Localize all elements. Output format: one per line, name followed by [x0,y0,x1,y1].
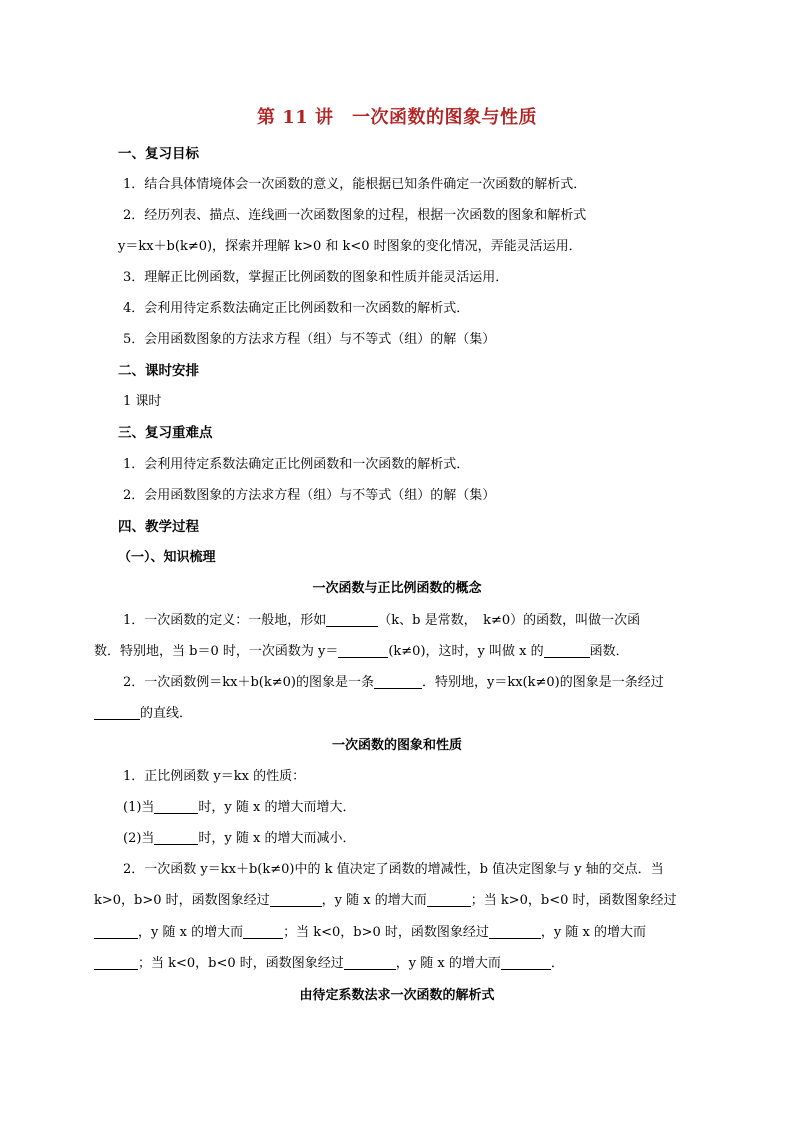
section-heading-key-points: 三、复习重难点 [118,425,213,441]
section-heading-goals: 一、复习目标 [118,146,199,162]
property-line-1: 1．正比例函数 y＝kx 的性质： [123,769,306,784]
lecture-title: 第 11 讲 一次函数的图象与性质 [256,107,538,128]
goal-item-4: 4．会利用待定系数法确定正比例函数和一次函数的解析式． [123,301,470,316]
answer-blank[interactable] [427,892,471,907]
property-line-7: ；当 k<0，b<0 时，函数图象经过 ，y 随 x 的增大而 ． [94,954,694,974]
key-point-2: 2．会用函数图象的方法求方程（组）与不等式（组）的解（集） [123,488,496,503]
answer-blank[interactable] [154,799,198,814]
answer-blank[interactable] [94,705,140,720]
answer-blank[interactable] [94,924,138,939]
answer-blank[interactable] [544,643,590,658]
property-line-6: ，y 随 x 的增大而 ；当 k<0，b>0 时，函数图象经过 ，y 随 x 的增大而 [94,923,694,943]
goal-item-2: 2．经历列表、描点、连线画一次函数图象的过程，根据一次函数的图象和解析式 [123,208,587,223]
concept-line-4: 的直线． [94,704,694,724]
answer-blank[interactable] [501,955,551,970]
goal-item-1: 1．结合具体情境体会一次函数的意义，能根据已知条件确定一次函数的解析式． [123,177,587,192]
concept-line-3: 2．一次函数例＝kx＋b(k≠0)的图象是一条 ．特别地，y＝kx(k≠0)的图象是一条经过 [123,675,664,690]
block-title-properties: 一次函数的图象和性质 [331,738,462,753]
concept-line-1: 1．一次函数的定义：一般地，形如 （k、b 是常数， k≠0）的函数，叫做一次函 [123,613,641,628]
answer-blank[interactable] [489,924,541,939]
answer-blank[interactable] [374,674,422,689]
goal-item-3: 3．理解正比例函数，掌握正比例函数的图象和性质并能灵活运用． [123,270,509,285]
property-line-5: k>0，b>0 时，函数图象经过 ，y 随 x 的增大而 ；当 k>0，b<0 时，函数图象经过 [94,893,677,908]
answer-blank[interactable] [326,612,378,627]
key-point-1: 1．会利用待定系数法确定正比例函数和一次函数的解析式． [123,457,470,472]
answer-blank[interactable] [338,643,388,658]
goal-item-5: 5．会用函数图象的方法求方程（组）与不等式（组）的解（集） [123,332,496,347]
schedule-body: 1 课时 [123,394,162,409]
concept-line-2: 数．特别地，当 b＝0 时，一次函数为 y＝ (k≠0)，这时，y 叫做 x 的 函数． [94,644,629,659]
answer-blank[interactable] [270,892,322,907]
answer-blank[interactable] [94,955,138,970]
answer-blank[interactable] [243,924,283,939]
section-heading-schedule: 二、课时安排 [118,363,199,379]
property-line-3: (2)当 时，y 随 x 的增大而减小． [123,831,356,846]
answer-blank[interactable] [154,830,198,845]
subsection-heading: （一）、知识梳理 [118,550,216,565]
block-title-undetermined-coefficients: 由待定系数法求一次函数的解析式 [299,988,495,1003]
goal-item-2-cont: y＝kx＋b(k≠0)，探索并理解 k>0 和 k<0 时图象的变化情况，弄能灵活运用． [118,239,582,254]
section-heading-process: 四、教学过程 [118,519,199,535]
property-line-4: 2．一次函数 y＝kx＋b(k≠0)中的 k 值决定了函数的增减性，b 值决定图象与 y 轴的交点．当 [123,862,664,877]
answer-blank[interactable] [344,955,396,970]
block-title-concepts: 一次函数与正比例函数的概念 [312,581,482,596]
property-line-2: (1)当 时，y 随 x 的增大而增大． [123,800,356,815]
